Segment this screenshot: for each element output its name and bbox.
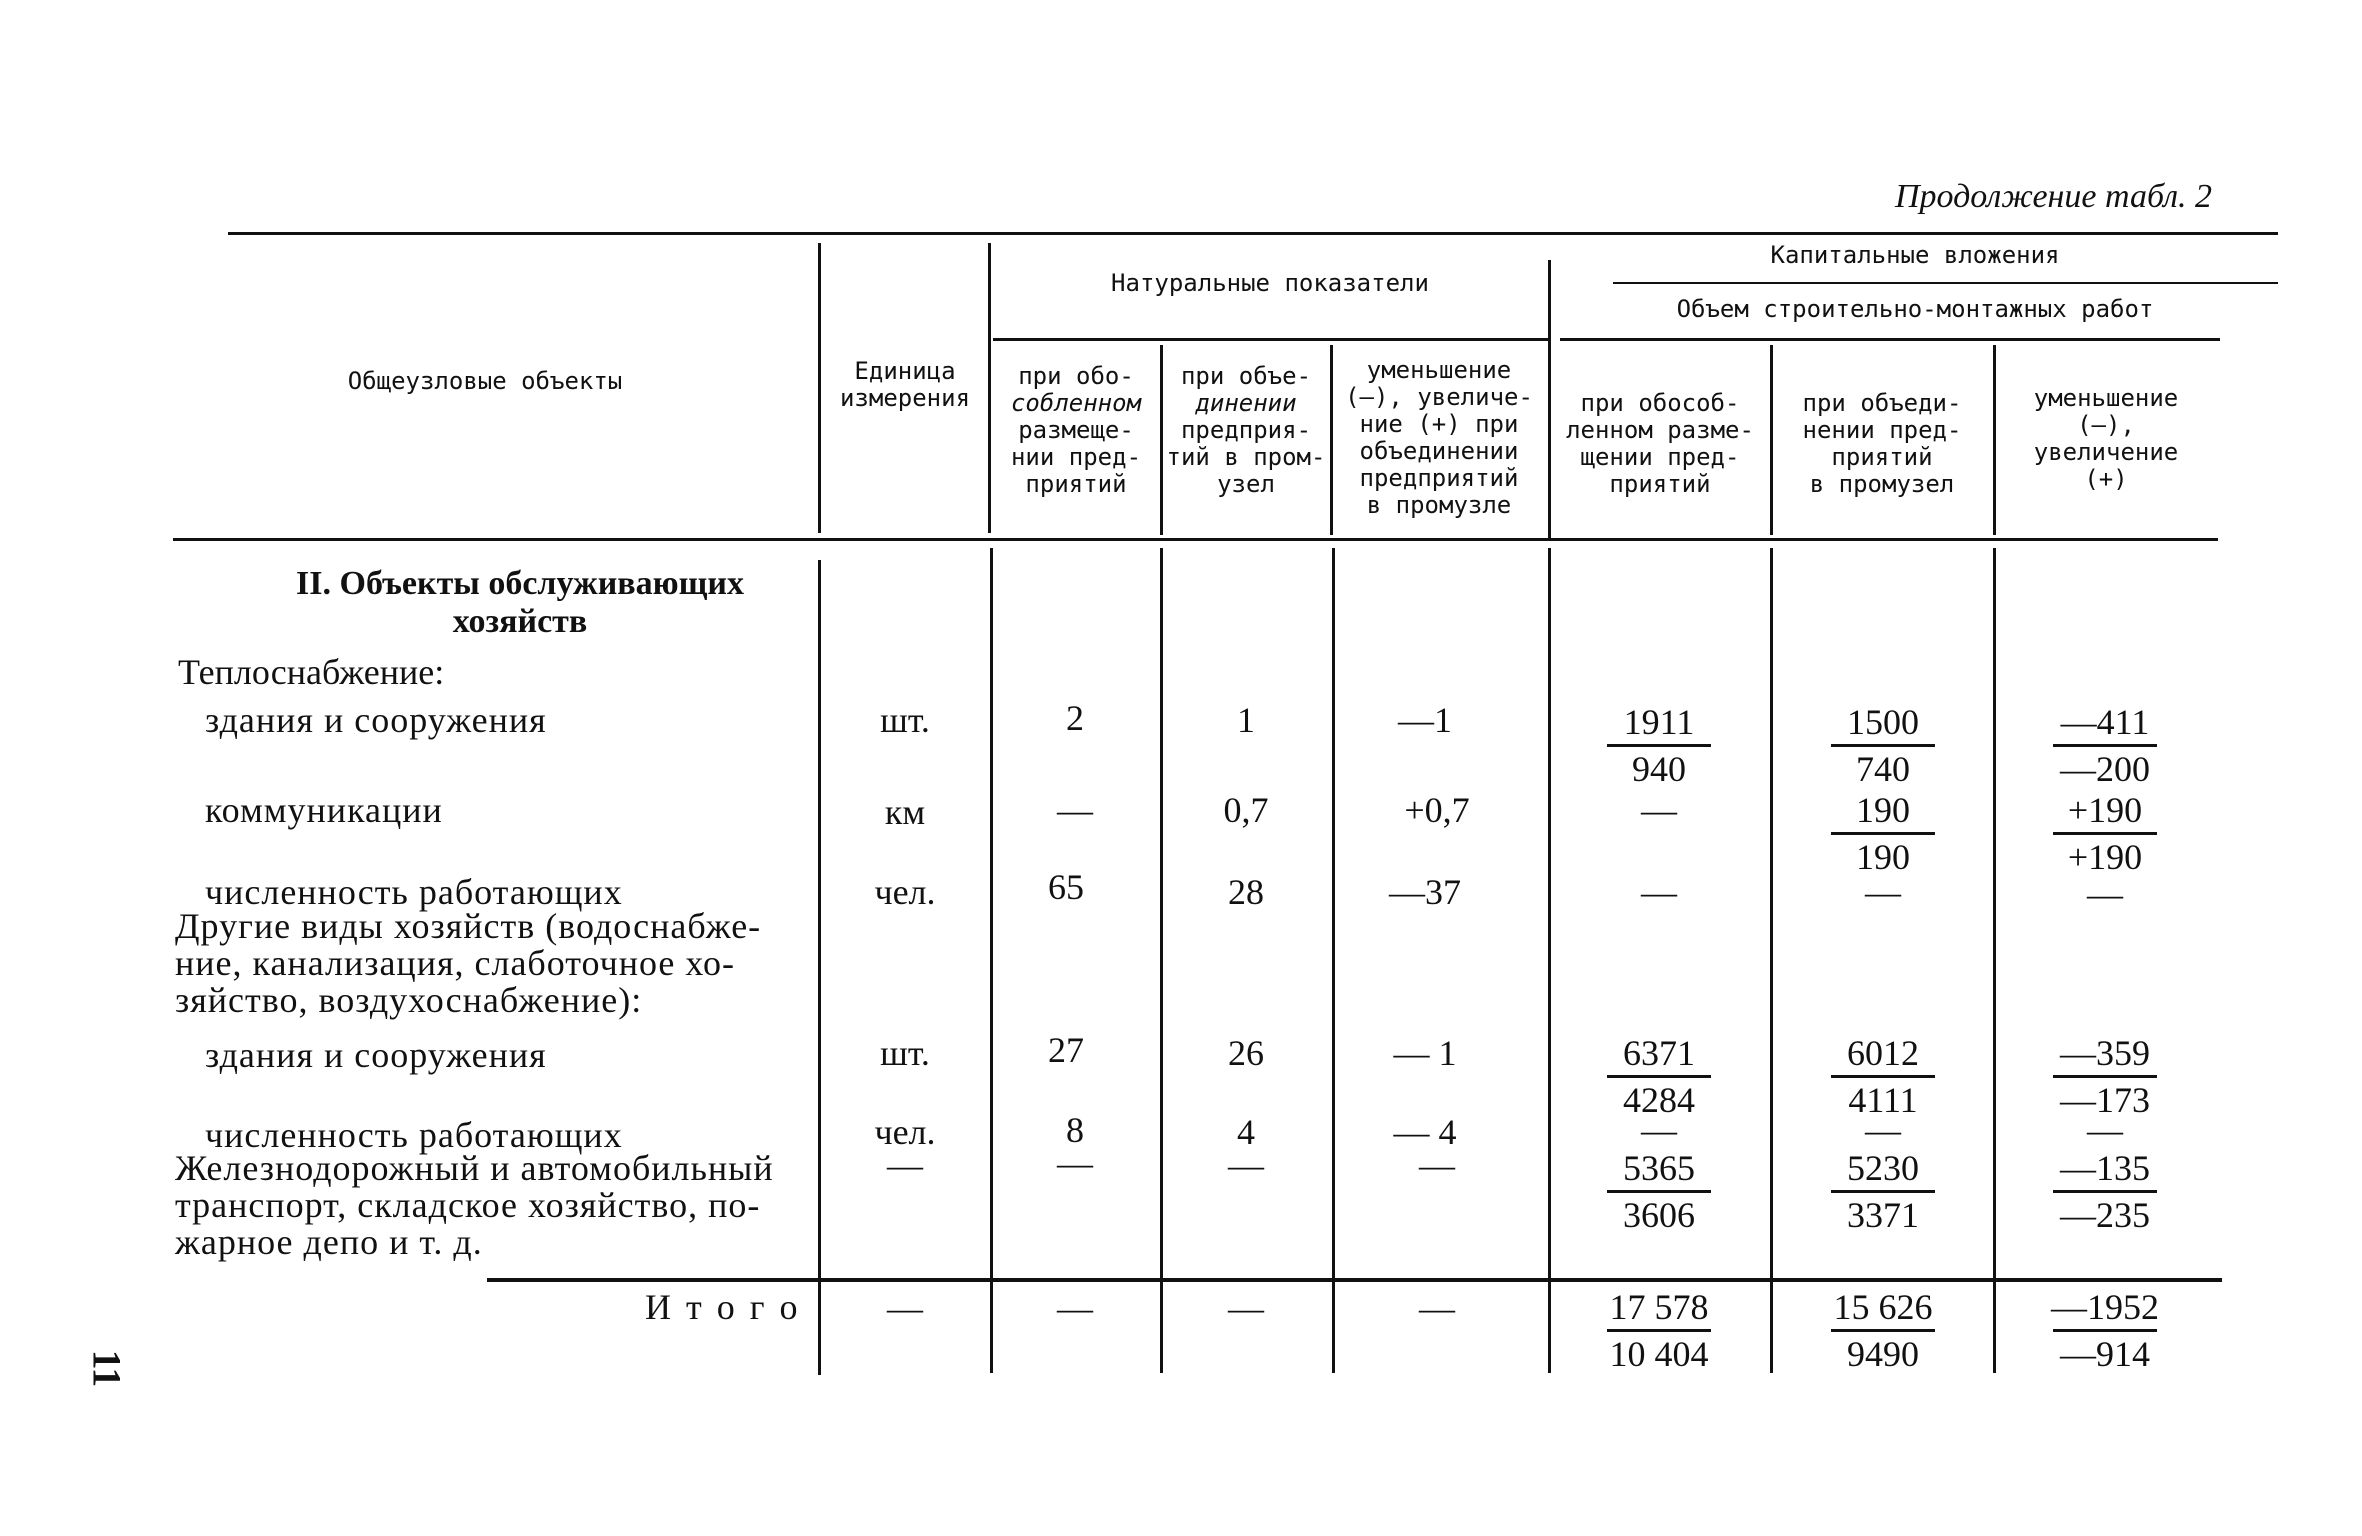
cell-cap-separate: —: [1641, 872, 1677, 912]
cell-unit: чел.: [874, 1112, 936, 1152]
cell-nat-joint: —: [1228, 1145, 1264, 1185]
label-rail-transport: Железнодорожный и автомобильный транспорт, складское хозяйство, по- жарное депо и т. д.: [175, 1148, 774, 1262]
cell-cap-separate: —: [1641, 790, 1677, 830]
label-other-services: Другие виды хозяйств (водоснабже- ние, канализация, слаботочное хо- зяйство, воздухоснабжение):: [175, 906, 762, 1020]
col-rule: [1160, 548, 1163, 1373]
total-rule: [487, 1278, 2222, 1282]
cell-nat-joint: 0,7: [1223, 790, 1269, 830]
cell-unit: шт.: [880, 700, 930, 740]
cell-cap-separate: 17 578 10 404: [1584, 1287, 1734, 1374]
col-rule: [988, 243, 991, 533]
cell-nat-diff: —: [1419, 1145, 1455, 1185]
cell-cap-separate: —: [1641, 1110, 1677, 1150]
cell-unit: —: [887, 1288, 923, 1328]
label-buildings-2: здания и сооружения: [205, 1035, 547, 1075]
col-rule: [1770, 548, 1773, 1373]
cell-nat-diff: — 1: [1393, 1033, 1457, 1073]
cell-nat-joint: 1: [1237, 700, 1255, 740]
cell-unit: км: [884, 792, 926, 832]
cell-nat-separate: 27: [1048, 1030, 1084, 1070]
cell-nat-joint: 26: [1228, 1033, 1264, 1073]
header-capital: Капитальные вложения: [1770, 241, 2060, 269]
cell-nat-diff: +0,7: [1404, 790, 1470, 830]
header-objects: Общеузловые объекты: [347, 367, 623, 395]
header-volume: Объем строительно-монтажных работ: [1676, 295, 2154, 323]
header-nat-diff: уменьшение (—), увеличе- ние (+) при объединении предприятий в промузле: [1345, 356, 1533, 519]
cell-cap-joint: —: [1865, 872, 1901, 912]
col-rule: [1332, 548, 1335, 1373]
cell-cap-diff: —: [2087, 1110, 2123, 1150]
cell-cap-diff: —411 —200: [2030, 702, 2180, 789]
cell-cap-separate: 5365 3606: [1584, 1148, 1734, 1235]
cell-cap-diff: —135 —235: [2030, 1148, 2180, 1235]
header-bottom-rule: [173, 538, 2218, 541]
cell-unit: чел.: [874, 872, 936, 912]
col-rule: [1993, 548, 1996, 1373]
cell-cap-joint: 1500 740: [1808, 702, 1958, 789]
volume-rule: [1560, 338, 2220, 341]
col-rule: [1548, 548, 1551, 1373]
header-cap-separate: при обособ- ленном разме- щении пред- приятий: [1566, 389, 1754, 498]
header-cap-joint: при объеди- нении пред- приятий в промузел: [1802, 389, 1962, 498]
cell-cap-diff: —359 —173: [2030, 1033, 2180, 1120]
label-communications: коммуникации: [205, 790, 443, 830]
capital-rule: [1613, 282, 2278, 284]
cell-cap-diff: —: [2087, 874, 2123, 914]
label-heat-supply: Теплоснабжение:: [178, 652, 445, 692]
cell-unit: шт.: [880, 1033, 930, 1073]
cell-unit: —: [887, 1145, 923, 1185]
natural-rule: [993, 338, 1548, 341]
label-staff-1: численность работающих: [205, 872, 623, 912]
cell-cap-joint: —: [1865, 1110, 1901, 1150]
col-rule: [818, 243, 821, 533]
col-rule: [818, 560, 821, 1375]
page-number: 11: [84, 1349, 130, 1388]
cell-nat-separate: 65: [1048, 867, 1084, 907]
table-caption: Продолжение табл. 2: [1895, 178, 2213, 215]
cell-nat-separate: —: [1057, 1143, 1093, 1183]
cell-nat-separate: —: [1057, 790, 1093, 830]
cell-cap-separate: 6371 4284: [1584, 1033, 1734, 1120]
col-rule: [990, 548, 993, 1373]
label-total: И т о г о: [645, 1287, 801, 1327]
cell-cap-joint: 190 190: [1808, 790, 1958, 877]
label-buildings-1: здания и сооружения: [205, 700, 547, 740]
cell-cap-separate: 1911 940: [1584, 702, 1734, 789]
label-staff-2: численность работающих: [205, 1115, 623, 1155]
cell-cap-diff: +190 +190: [2030, 790, 2180, 877]
cell-nat-diff: —: [1419, 1288, 1455, 1328]
cell-cap-joint: 6012 4111: [1808, 1033, 1958, 1120]
cell-cap-diff: —1952 —914: [2051, 1287, 2159, 1374]
cell-nat-separate: 2: [1066, 698, 1084, 738]
cell-nat-separate: —: [1057, 1288, 1093, 1328]
section-title: II. Объекты обслуживающих хозяйств: [296, 565, 744, 640]
cell-nat-joint: 4: [1237, 1112, 1255, 1152]
cell-nat-joint: —: [1228, 1288, 1264, 1328]
header-natural: Натуральные показатели: [1111, 269, 1429, 297]
cell-nat-joint: 28: [1228, 872, 1264, 912]
header-cap-diff: уменьшение (—), увеличение (+): [2033, 384, 2179, 493]
cell-nat-separate: 8: [1066, 1110, 1084, 1150]
header-unit: Единица измерения: [839, 357, 971, 412]
cell-cap-joint: 15 626 9490: [1808, 1287, 1958, 1374]
table-top-rule: [228, 232, 2278, 235]
header-nat-separate: при обо- собленном размеще- нии пред- приятий: [1010, 362, 1142, 498]
cell-cap-joint: 5230 3371: [1808, 1148, 1958, 1235]
cell-nat-diff: — 4: [1393, 1112, 1457, 1152]
cell-nat-diff: —37: [1389, 872, 1461, 912]
header-nat-joint: при объе- динении предприя- тий в пром- узел: [1166, 362, 1326, 498]
cell-nat-diff: —1: [1398, 700, 1452, 740]
